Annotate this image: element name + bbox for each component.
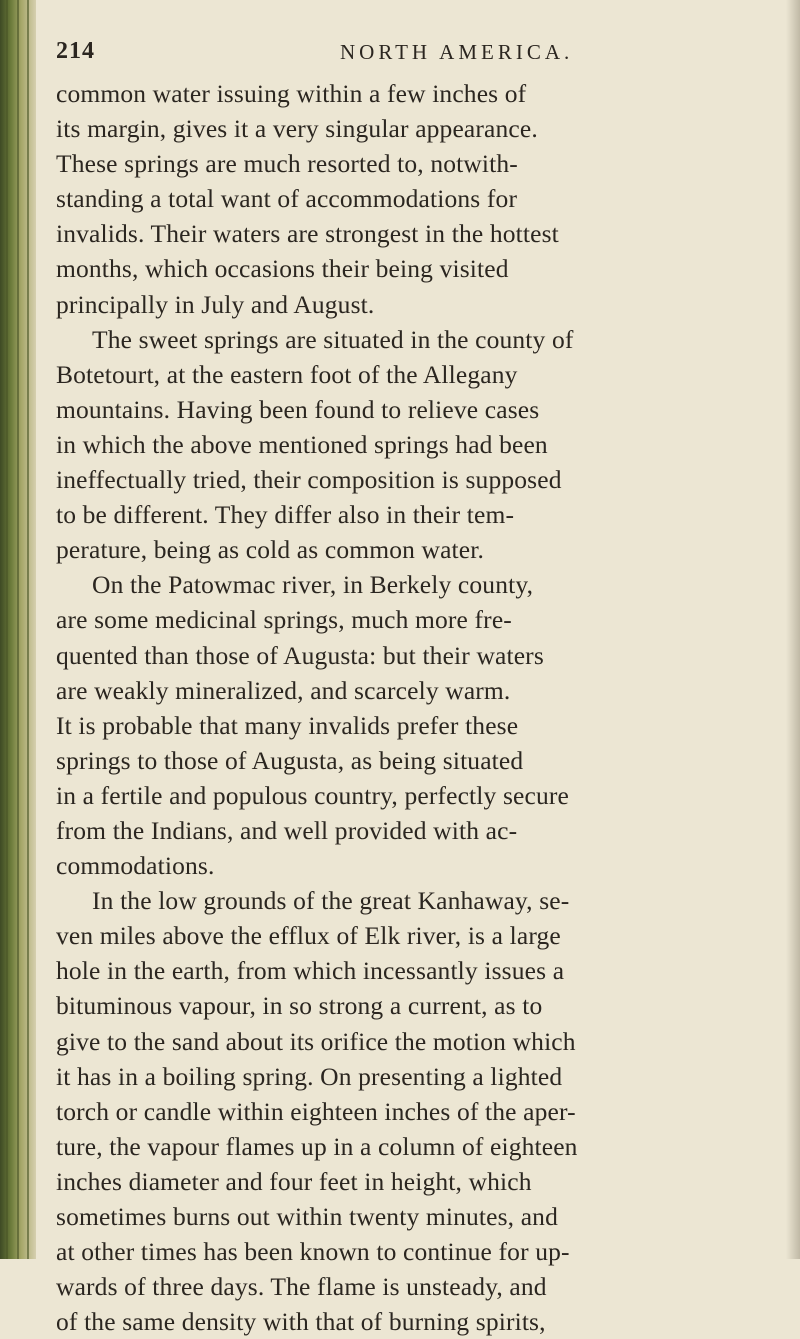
text-line: hole in the earth, from which incessantly issues a — [56, 956, 565, 986]
book-gutter — [0, 0, 36, 1259]
body-text — [56, 76, 756, 1339]
text-line: of the same density with that of burning spirits, — [56, 1307, 546, 1337]
gutter-line — [27, 0, 29, 1259]
text-line: are weakly mineralized, and scarcely warm. — [56, 675, 511, 705]
text-line: perature, being as cold as common water. — [56, 535, 485, 565]
text-line: invalids. Their waters are strongest in the hottest — [56, 219, 559, 249]
text-line: Botetourt, at the eastern foot of the Allegany — [56, 359, 518, 389]
text-line: standing a total want of accommodations for — [56, 184, 518, 214]
text-line: in which the above mentioned springs had been — [56, 429, 548, 459]
text-line: give to the sand about its orifice the motion which — [56, 1026, 576, 1056]
text-line: commodations. — [56, 851, 215, 881]
text-line: common water issuing within a few inches of — [56, 79, 527, 108]
text-line: On the Patowmac river, in Berkely county, — [92, 570, 534, 600]
text-line: mountains. Having been found to relieve cases — [56, 394, 540, 424]
text-line: torch or candle within eighteen inches of the aper- — [56, 1096, 576, 1126]
text-line: The sweet springs are situated in the county of — [92, 324, 574, 354]
text-line: from the Indians, and well provided with ac- — [56, 815, 518, 845]
text-line: These springs are much resorted to, notwith- — [56, 149, 518, 179]
text-line: inches diameter and four feet in height, which — [56, 1166, 532, 1196]
text-line: are some medicinal springs, much more fre- — [56, 605, 512, 635]
text-line: sometimes burns out within twenty minutes, and — [56, 1202, 558, 1231]
page-header — [40, 38, 740, 68]
gutter-line — [17, 0, 19, 1259]
text-line: wards of three days. The flame is unsteady, and — [56, 1272, 547, 1302]
text-line: In the low grounds of the great Kanhaway, se- — [92, 886, 570, 916]
text-line: ven miles above the efflux of Elk river, is a large — [56, 921, 561, 951]
text-line: at other times has been known to continue for up- — [56, 1237, 570, 1267]
text-line: months, which occasions their being visited — [56, 254, 509, 284]
text-line: ineffectually tried, their composition is supposed — [56, 465, 562, 495]
text-line: in a fertile and populous country, perfectly secure — [56, 780, 569, 810]
book-page — [40, 0, 800, 1337]
running-head: NORTH AMERICA. — [340, 40, 574, 64]
text-line: its margin, gives it a very singular appearance. — [56, 114, 538, 144]
text-line: to be different. They differ also in their tem- — [56, 500, 515, 530]
gutter-line — [6, 0, 8, 1259]
text-line: principally in July and August. — [56, 289, 375, 319]
text-line: bituminous vapour, in so strong a current, as to — [56, 991, 543, 1021]
text-line: ture, the vapour flames up in a column of eighteen — [56, 1131, 578, 1161]
text-line: it has in a boiling spring. On presenting a lighted — [56, 1061, 563, 1091]
page-number: 214 — [56, 38, 95, 64]
text-line: It is probable that many invalids prefer these — [56, 710, 519, 740]
text-line: quented than those of Augusta: but their waters — [56, 640, 544, 670]
text-line: springs to those of Augusta, as being situated — [56, 745, 524, 775]
